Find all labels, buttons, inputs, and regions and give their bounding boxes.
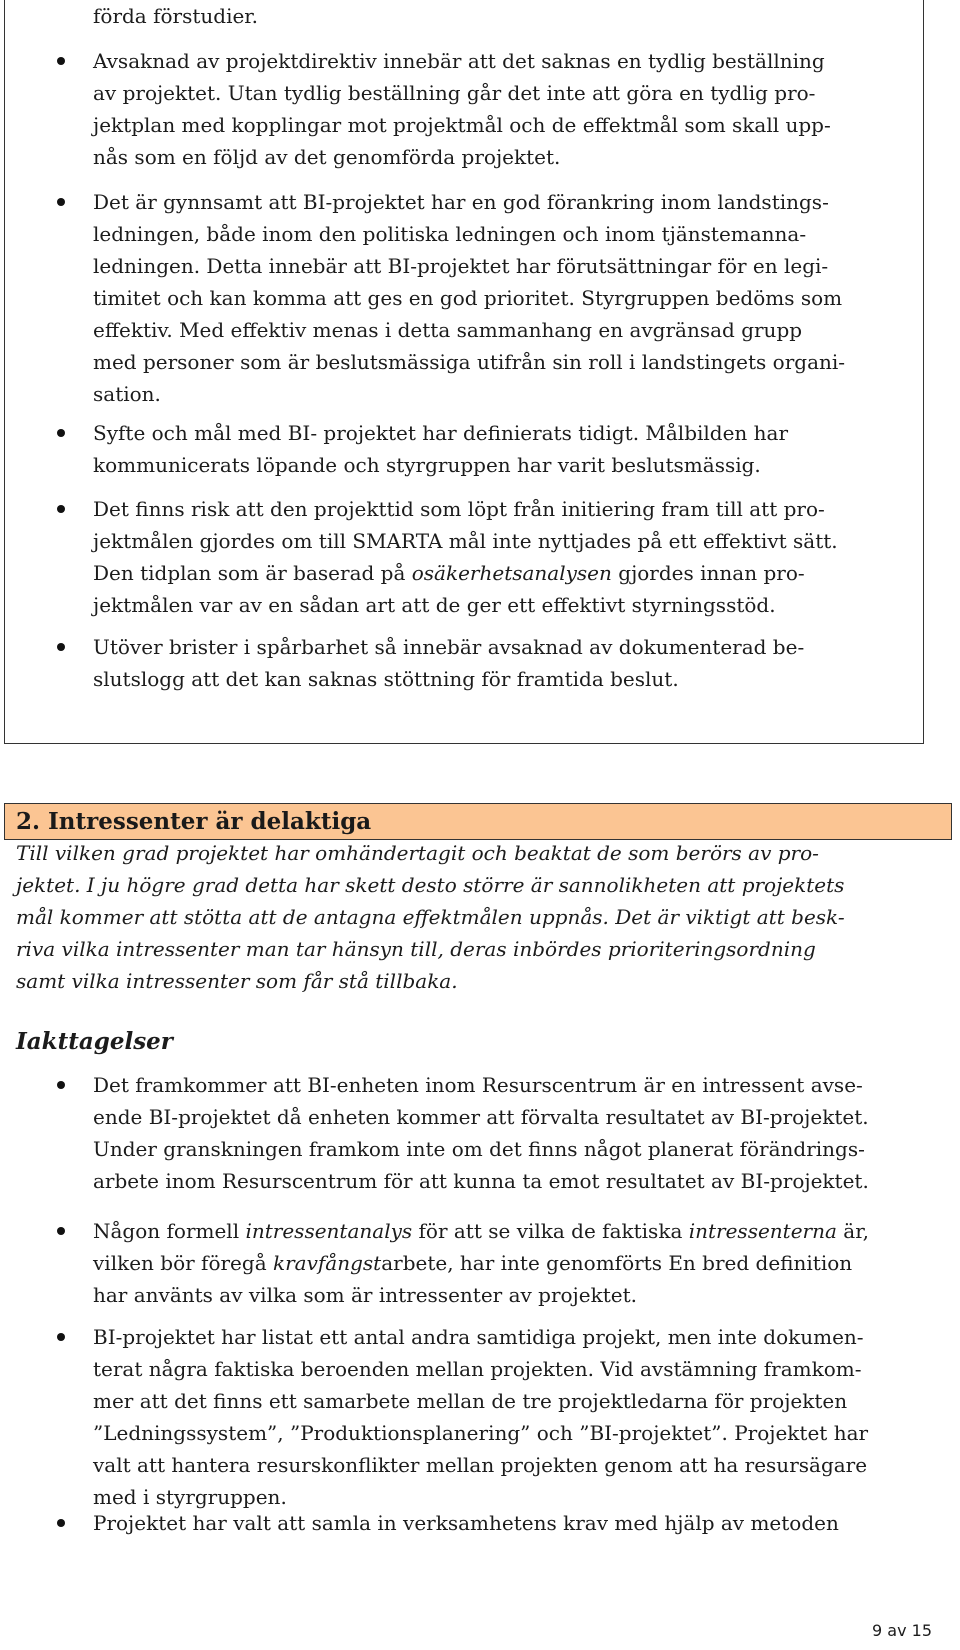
italic-term: kravfångst bbox=[272, 1251, 382, 1275]
intro-line: samt vilka intressenter som får stå tillbaka. bbox=[16, 969, 458, 993]
list-item-line: ”Ledningssystem”, ”Produktionsplanering” och ”BI-projektet”. Projektet har bbox=[93, 1421, 869, 1445]
list-item-line: Under granskningen framkom inte om det finns något planerat förändrings- bbox=[93, 1137, 865, 1161]
list-item-line: av projektet. Utan tydlig beställning går det inte att göra en tydlig pro- bbox=[93, 81, 816, 105]
text-fragment: för att se vilka de faktiska bbox=[412, 1219, 689, 1243]
list-item-line: Projektet har valt att samla in verksamhetens krav med hjälp av metoden bbox=[93, 1511, 839, 1535]
list-item-line: Avsaknad av projektdirektiv innebär att det saknas en tydlig beställning bbox=[93, 49, 825, 73]
list-item-line: Utöver brister i spårbarhet så innebär avsaknad av dokumenterad be- bbox=[93, 635, 805, 659]
list-item-line: arbete inom Resurscentrum för att kunna ta emot resultatet av BI-projektet. bbox=[93, 1169, 869, 1193]
intro-line: Till vilken grad projektet har omhändertagit och beaktat de som berörs av pro- bbox=[16, 841, 819, 865]
list-item-line: jektplan med kopplingar mot projektmål och de effektmål som skall upp- bbox=[93, 113, 831, 137]
text-fragment: Någon formell bbox=[93, 1219, 246, 1243]
list-item-line bbox=[93, 557, 908, 589]
list-item-line: med personer som är beslutsmässiga utifrån sin roll i landstingets organi- bbox=[93, 350, 846, 374]
list-item-line: nås som en följd av det genomförda projektet. bbox=[93, 145, 561, 169]
list-item-line: Det är gynnsamt att BI-projektet har en god förankring inom landstings- bbox=[93, 190, 829, 214]
text-fragment: Den tidplan som är baserad på bbox=[93, 561, 412, 585]
list-item-line: Det framkommer att BI-enheten inom Resurscentrum är en intressent avse- bbox=[93, 1073, 863, 1097]
list-item-line bbox=[93, 1215, 908, 1247]
list-item-line: ende BI-projektet då enheten kommer att förvalta resultatet av BI-projektet. bbox=[93, 1105, 869, 1129]
bullet-icon bbox=[57, 198, 65, 206]
intro-line: jektet. I ju högre grad detta har skett desto större är sannolikheten att projektets bbox=[16, 873, 845, 897]
italic-term: intressentanalys bbox=[245, 1219, 413, 1243]
list-item-line: ledningen. Detta innebär att BI-projektet har förutsättningar för en legi- bbox=[93, 254, 829, 278]
section-banner bbox=[4, 803, 952, 840]
intro-line: riva vilka intressenter man tar hänsyn till, deras inbördes prioriteringsordning bbox=[16, 937, 816, 961]
bullet-icon bbox=[57, 57, 65, 65]
list-item-line: slutslogg att det kan saknas stöttning för framtida beslut. bbox=[93, 667, 679, 691]
list-item-line: BI-projektet har listat ett antal andra samtidiga projekt, men inte dokumen- bbox=[93, 1325, 864, 1349]
observations-heading: Iakttagelser bbox=[16, 1028, 173, 1055]
list-item-line: Det finns risk att den projekttid som löpt från initiering fram till att pro- bbox=[93, 497, 825, 521]
text-fragment: är, bbox=[836, 1219, 869, 1243]
list-item-line: mer att det finns ett samarbete mellan de tre projektledarna för projekten bbox=[93, 1389, 848, 1413]
list-item-line: har använts av vilka som är intressenter av projektet. bbox=[93, 1283, 637, 1307]
bullet-icon bbox=[57, 505, 65, 513]
section-title: 2. Intressenter är delaktiga bbox=[16, 808, 372, 835]
section-intro bbox=[16, 837, 946, 997]
text-fragment: arbete, har inte genomförts En bred definition bbox=[381, 1251, 853, 1275]
list-item-line: sation. bbox=[93, 382, 161, 406]
list-item-line: förda förstudier. bbox=[93, 4, 259, 28]
page-number: 9 av 15 bbox=[872, 1621, 932, 1640]
list-item-line: valt att hantera resurskonflikter mellan projekten genom att ha resursägare bbox=[93, 1453, 868, 1477]
list-item-line: Syfte och mål med BI- projektet har definierats tidigt. Målbilden har bbox=[93, 421, 789, 445]
list-item-line: ledningen, både inom den politiska ledningen och inom tjänstemanna- bbox=[93, 222, 807, 246]
list-item-line: terat några faktiska beroenden mellan projekten. Vid avstämning framkom- bbox=[93, 1357, 862, 1381]
list-item-line: med i styrgruppen. bbox=[93, 1485, 287, 1509]
list-item-line: effektiv. Med effektiv menas i detta sammanhang en avgränsad grupp bbox=[93, 318, 803, 342]
intro-line: mål kommer att stötta att de antagna effektmålen uppnås. Det är viktigt att besk- bbox=[16, 905, 845, 929]
bullet-icon bbox=[57, 1081, 65, 1089]
bullet-icon bbox=[57, 1333, 65, 1341]
list-item-line: timitet och kan komma att ges en god prioritet. Styrgruppen bedöms som bbox=[93, 286, 843, 310]
list-item-line: jektmålen gjordes om till SMARTA mål inte nyttjades på ett effektivt sätt. bbox=[93, 529, 838, 553]
bullet-icon bbox=[57, 1227, 65, 1235]
bullet-icon bbox=[57, 643, 65, 651]
italic-term: intressenterna bbox=[688, 1219, 837, 1243]
bullet-icon bbox=[57, 429, 65, 437]
list-item-line: jektmålen var av en sådan art att de ger ett effektivt styrningsstöd. bbox=[93, 593, 776, 617]
list-item-line: kommunicerats löpande och styrgruppen har varit beslutsmässig. bbox=[93, 453, 761, 477]
text-fragment: vilken bör föregå bbox=[93, 1251, 273, 1275]
list-item-line bbox=[93, 1247, 908, 1279]
text-fragment: gjordes innan pro- bbox=[611, 561, 805, 585]
bullet-icon bbox=[57, 1519, 65, 1527]
italic-term: osäkerhetsanalysen bbox=[411, 561, 612, 585]
